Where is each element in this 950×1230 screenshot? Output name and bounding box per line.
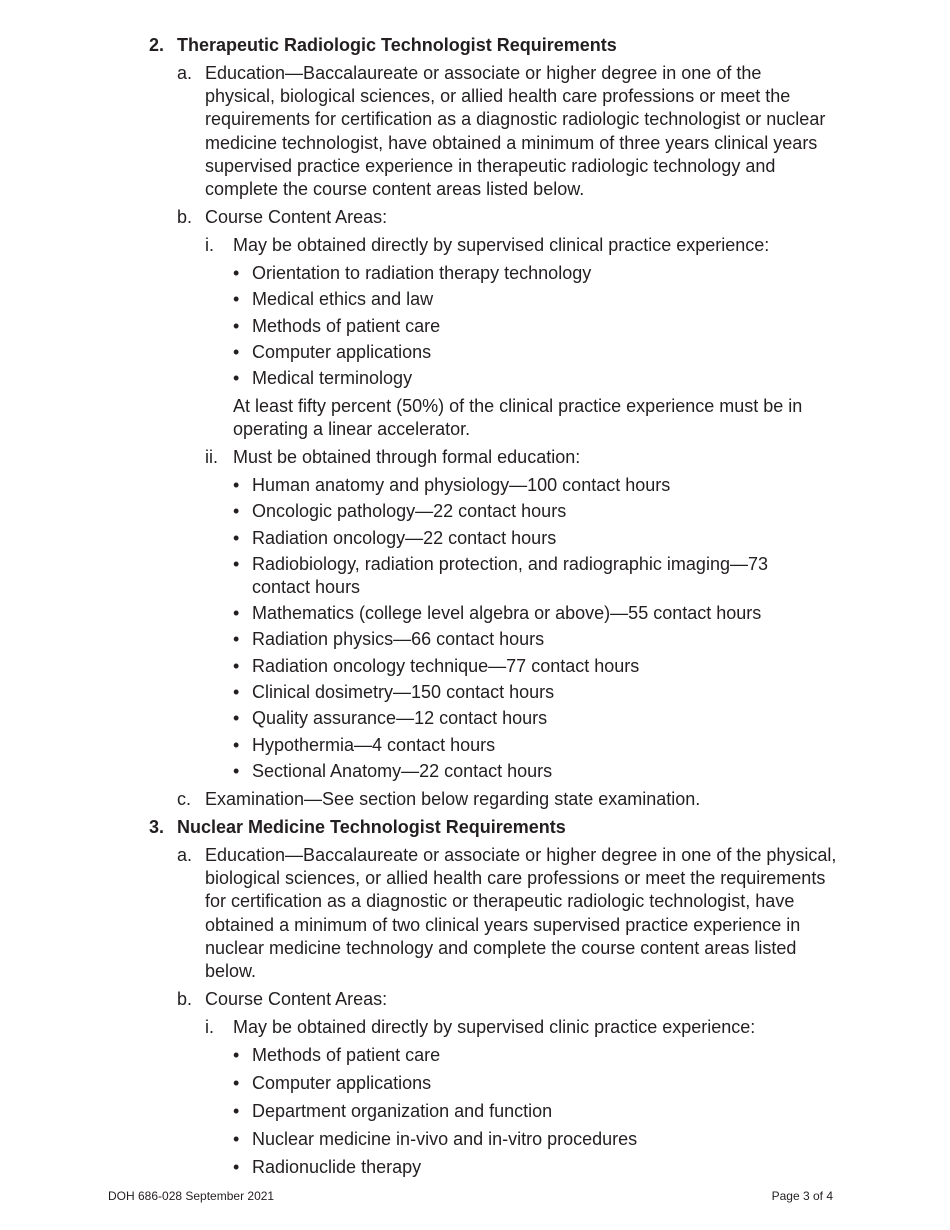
list-item-text: Radionuclide therapy [252, 1157, 422, 1177]
list-item: • [233, 289, 240, 309]
list-item: • [233, 1045, 240, 1065]
list-item: • [233, 603, 240, 623]
list-item: • [233, 682, 240, 702]
list-item: • [233, 629, 240, 649]
list-item: • [233, 1101, 240, 1121]
list-item: • [233, 342, 240, 362]
list-item: • [233, 501, 240, 521]
list-item-text: Radiation oncology technique—77 contact hours [252, 656, 640, 676]
section-2b-ii-marker: ii. [205, 447, 218, 467]
list-item-text: Computer applications [252, 342, 432, 362]
list-item: • [233, 656, 240, 676]
list-item: • [233, 1073, 240, 1093]
footer-page-number: Page 3 of 4 [771, 1189, 833, 1203]
section-3-number: 3. [149, 817, 165, 837]
list-item-text: Hypothermia—4 contact hours [252, 735, 496, 755]
list-item-text: Department organization and function [252, 1101, 553, 1121]
section-3a-text: Education—Baccalaureate or associate or higher degree in one of the physical, biological sciences, or allied health care professions or meet the requirements for certification as a diagnostic or therapeutic radiologic technologist, have obtained a minimum of two clinical years supervised practice experience in nuclear medicine technology and complete the course content areas listed below. [205, 845, 837, 982]
list-item-text: Medical ethics and law [252, 289, 434, 309]
section-2a-text: Education—Baccalaureate or associate or higher degree in one of the physical, biological sciences, or allied health care professions or meet the requirements for certification as a diagnostic radiologic technologist or nuclear medicine technologist, have obtained a minimum of three years clinical years supervised practice experience in therapeutic radiologic technology and complete the course content areas listed below. [205, 63, 826, 200]
list-item: • [233, 554, 240, 574]
list-item-text: Methods of patient care [252, 316, 441, 336]
section-2a-marker: a. [177, 63, 193, 83]
list-item-text: Computer applications [252, 1073, 432, 1093]
list-item: • [233, 761, 240, 781]
list-item-text: Quality assurance—12 contact hours [252, 708, 548, 728]
list-item-text: Medical terminology [252, 368, 413, 388]
list-item: • [233, 263, 240, 283]
section-3b-i-text: May be obtained directly by supervised clinic practice experience: [233, 1017, 756, 1037]
list-item: • [233, 316, 240, 336]
list-item-text: Nuclear medicine in-vivo and in-vitro procedures [252, 1129, 638, 1149]
section-2b-ii-text: Must be obtained through formal education: [233, 447, 581, 467]
list-item-text: Methods of patient care [252, 1045, 441, 1065]
list-item: • [233, 475, 240, 495]
list-item-text: Human anatomy and physiology—100 contact hours [252, 475, 671, 495]
list-item: • [233, 1157, 240, 1177]
list-item: • [233, 368, 240, 388]
section-2b-marker: b. [177, 207, 193, 227]
section-3-title: Nuclear Medicine Technologist Requirements [177, 817, 566, 837]
section-2b-i-note: At least fifty percent (50%) of the clinical practice experience must be in operating a linear accelerator. [233, 396, 803, 439]
list-item-text: Mathematics (college level algebra or above)—55 contact hours [252, 603, 762, 623]
list-item-text: Clinical dosimetry—150 contact hours [252, 682, 555, 702]
section-3b-text: Course Content Areas: [205, 989, 388, 1009]
section-2c-text: Examination—See section below regarding state examination. [205, 789, 701, 809]
list-item-text: Radiation physics—66 contact hours [252, 629, 545, 649]
section-2b-i-marker: i. [205, 235, 214, 255]
section-2-number: 2. [149, 35, 165, 55]
footer-form-id: DOH 686-028 September 2021 [108, 1189, 275, 1203]
section-3b-marker: b. [177, 989, 193, 1009]
section-2c-marker: c. [177, 789, 192, 809]
list-item: • [233, 528, 240, 548]
section-2b-i-text: May be obtained directly by supervised clinical practice experience: [233, 235, 770, 255]
section-3a-marker: a. [177, 845, 193, 865]
section-2-title: Therapeutic Radiologic Technologist Requirements [177, 35, 617, 55]
section-3b-i-marker: i. [205, 1017, 214, 1037]
list-item: • [233, 1129, 240, 1149]
list-item-text: Oncologic pathology—22 contact hours [252, 501, 567, 521]
list-item-text: Radiobiology, radiation protection, and radiographic imaging—73 contact hours [252, 554, 768, 597]
list-item-text: Sectional Anatomy—22 contact hours [252, 761, 553, 781]
list-item-text: Orientation to radiation therapy technology [252, 263, 592, 283]
section-2b-text: Course Content Areas: [205, 207, 388, 227]
list-item: • [233, 708, 240, 728]
list-item: • [233, 735, 240, 755]
list-item-text: Radiation oncology—22 contact hours [252, 528, 557, 548]
